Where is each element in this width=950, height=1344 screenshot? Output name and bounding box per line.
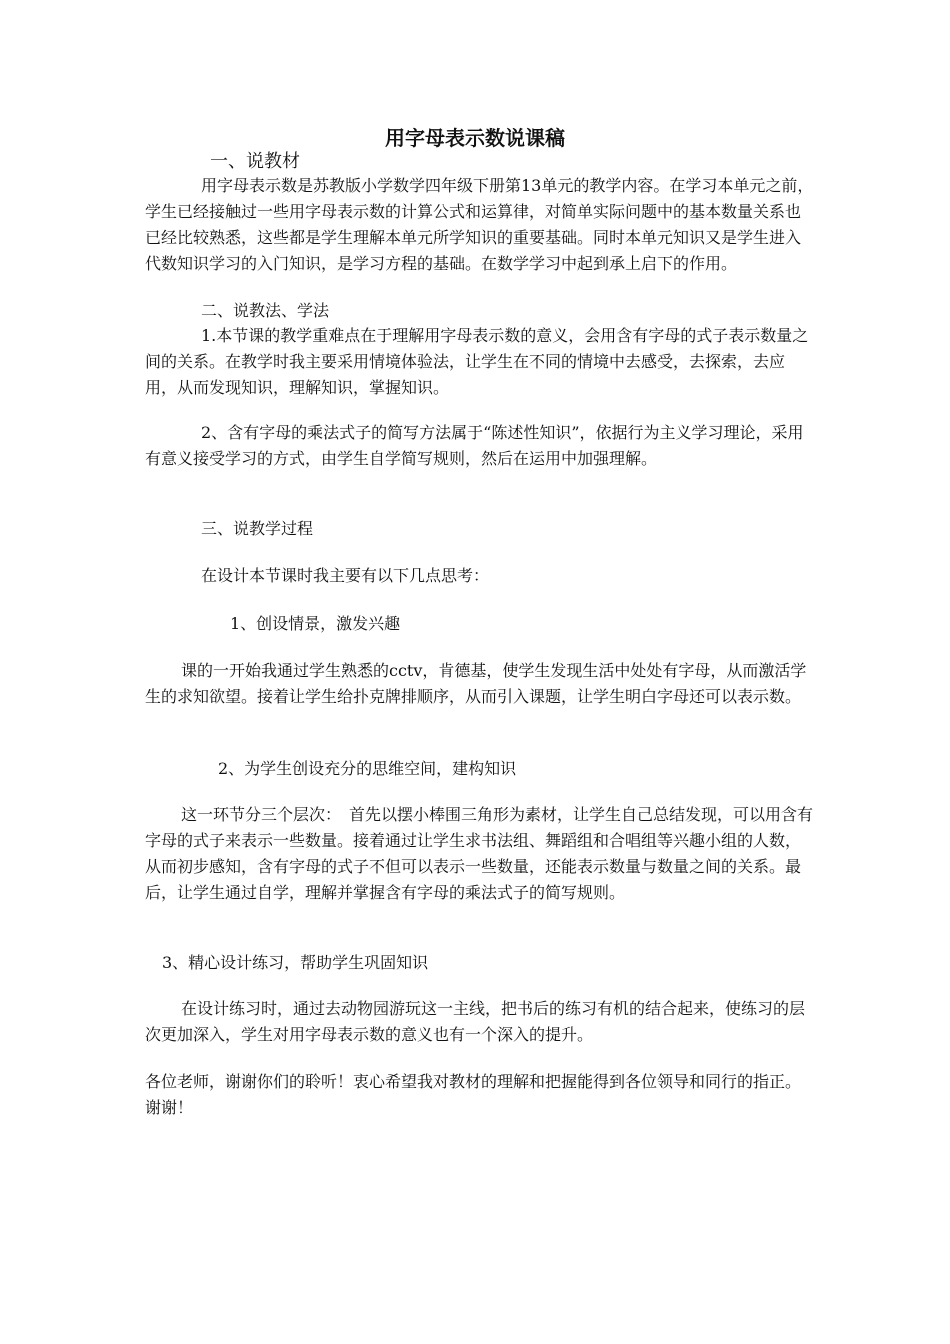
section-2-paragraph-1: 1.本节课的教学重难点在于理解用字母表示数的意义，会用含有字母的式子表示数量之间的关系。在教学时我主要采用情境体验法，让学生在不同的情境中去感受，去探索，去应用，从而发现知识，理解知识，掌握知识。 [145,326,809,397]
section-2-heading: 二、说教法、学法 [201,301,330,320]
section-1-heading: 一、说教材 [210,151,300,172]
section-3-intro: 在设计本节课时我主要有以下几点思考： [201,566,490,585]
section-1-paragraph: 用字母表示数是苏教版小学数学四年级下册第13单元的教学内容。在学习本单元之前，学生已经接触过一些用字母表示数的计算公式和运算律，对简单实际问题中的基本数量关系也已经比较熟悉，这些都是学生理解本单元所学知识的重要基础。同时本单元知识又是学生进入代数知识学习的入门知识，是学习方程的基础。在数学学习中起到承上启下的作用。 [145,176,814,273]
document-title: 用字母表示数说课稿 [385,126,565,150]
closing-paragraph: 各位老师，谢谢你们的聆听！衷心希望我对教材的理解和把握能得到各位领导和同行的指正。谢谢！ [145,1072,802,1117]
section-2-paragraph-2: 2、含有字母的乘法式子的简写方法属于“陈述性知识”，依据行为主义学习理论，采用有意义接受学习的方式，由学生自学简写规则，然后在运用中加强理解。 [145,423,804,468]
item-2-heading: 2、为学生创设充分的思维空间，建构知识 [218,759,517,778]
item-2-paragraph: 这一环节分三个层次： 首先以摆小棒围三角形为素材，让学生自己总结发现，可以用含有字母的式子来表示一些数量。接着通过让学生求书法组、舞蹈组和合唱组等兴趣小组的人数，从而初步感知，含有字母的式子不但可以表示一些数量，还能表示数量与数量之间的关系。最后，让学生通过自学，理解并掌握含有字母的乘法式子的简写规则。 [145,805,814,902]
item-3-heading: 3、精心设计练习，帮助学生巩固知识 [162,953,429,972]
item-1-heading: 1、创设情景，激发兴趣 [230,614,401,633]
item-1-paragraph: 课的一开始我通过学生熟悉的cctv，肯德基，使学生发现生活中处处有字母，从而激活学生的求知欲望。接着让学生给扑克牌排顺序，从而引入课题，让学生明白字母还可以表示数。 [145,661,807,706]
section-3-heading: 三、说教学过程 [201,519,314,538]
item-3-paragraph: 在设计练习时，通过去动物园游玩这一主线，把书后的练习有机的结合起来，使练习的层次更加深入，学生对用字母表示数的意义也有一个深入的提升。 [145,999,806,1044]
